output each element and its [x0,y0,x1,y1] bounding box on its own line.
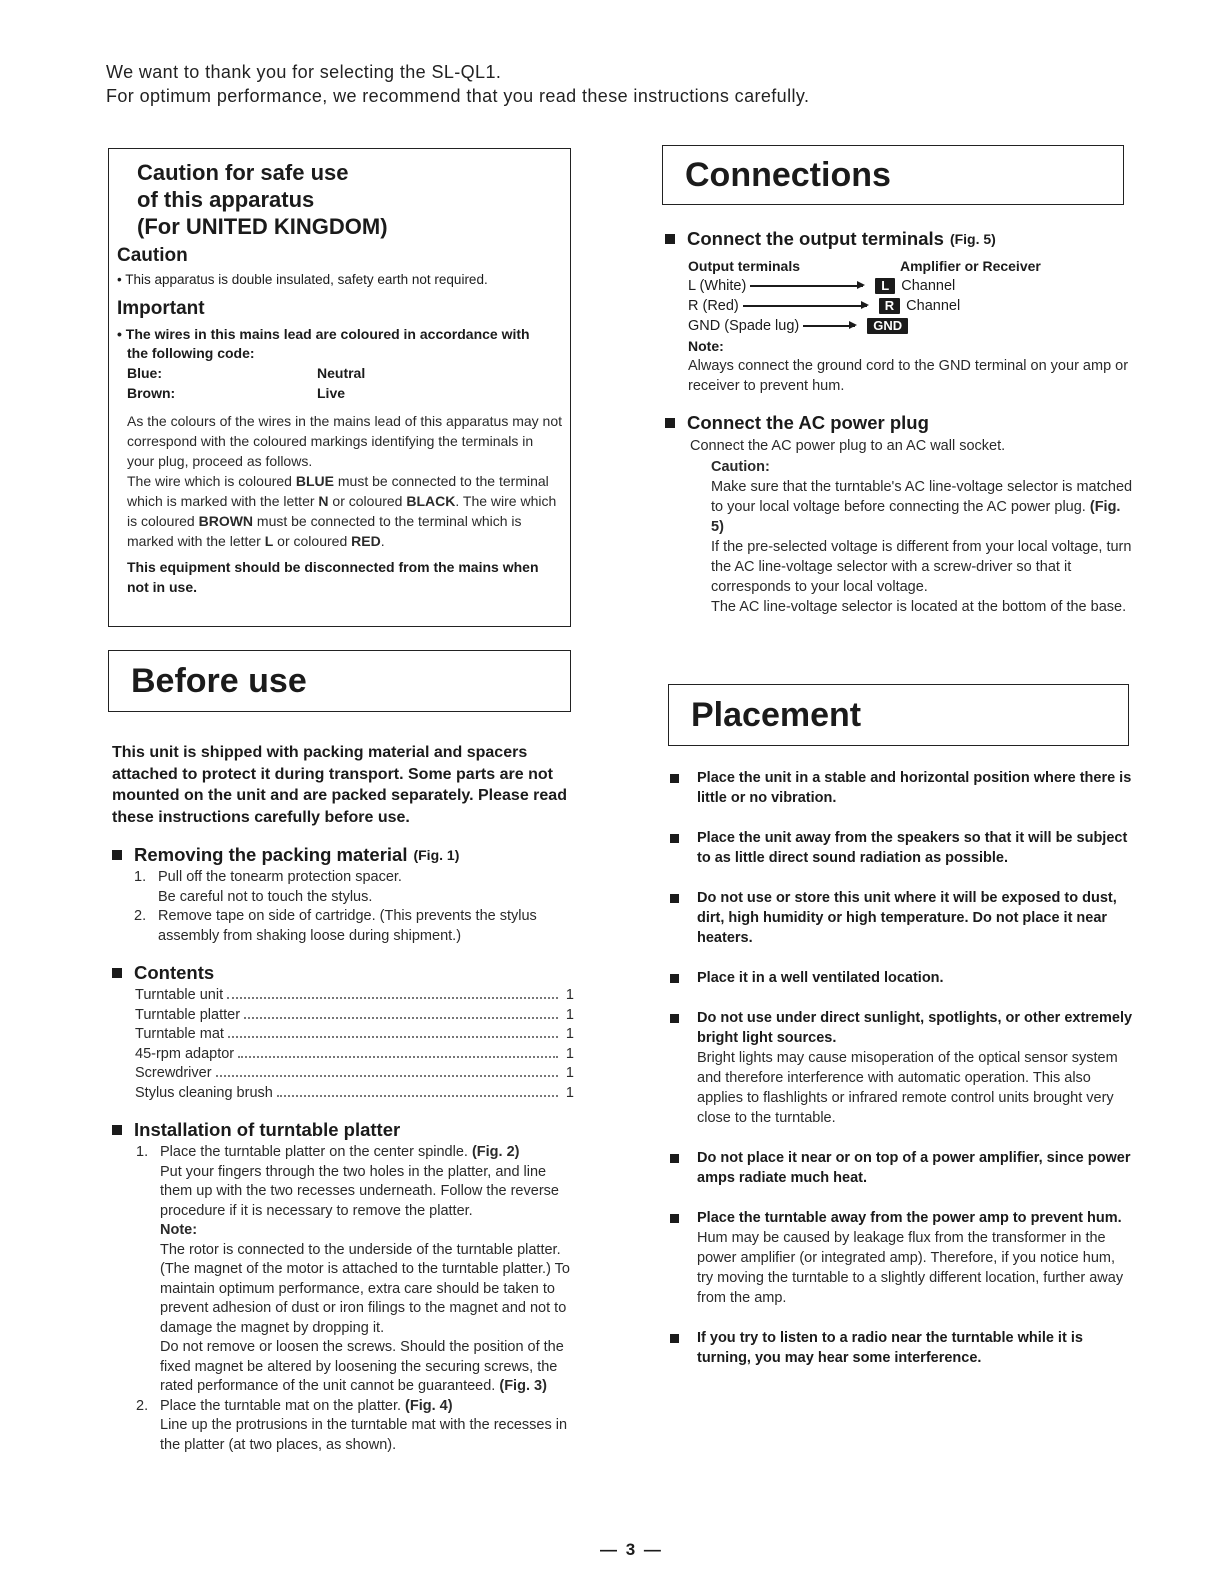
intro-line-2: For optimum performance, we recommend that you read these instructions carefully. [106,86,810,106]
important-text-1: • The wires in this mains lead are coloured in accordance with [117,326,530,342]
ac-caution-heading: Caution: [711,459,770,475]
placement-section [670,768,1135,1388]
contents-heading: Contents [112,960,574,986]
wire-connection-paragraph: The wire which is coloured BLUE must be connected to the terminal which is marked with the letter N or coloured BLACK. The wire which is coloured BROWN must be connected to the terminal which is marked with the letter L or coloured RED. [127,473,557,549]
important-text-2: the following code: [127,345,255,361]
page-number: — 3 — [600,1540,663,1559]
note-text: Always connect the ground cord to the GND terminal on your amp or receiver to prevent hum. [688,358,1129,394]
ac-caution-text-2: If the pre-selected voltage is different from your local voltage, turn the AC line-voltage selector with a screw-driver so that it corresponds to your local voltage. [711,539,1132,595]
bullet-square-icon [112,1125,122,1135]
bullet-square-icon [670,1014,679,1023]
terminal-table-header: Output terminals Amplifier or Receiver [688,258,1041,274]
arrow-icon [750,285,863,287]
ac-plug-text: Connect the AC power plug to an AC wall socket. [690,438,1006,454]
list-item: Do not use or store this unit where it will be exposed to dust, dirt, high humidity or high temperature. Do not place it near heaters. [670,888,1135,948]
bullet-square-icon [670,834,679,843]
caution-title-3: (For UNITED KINGDOM) [137,214,388,239]
installation-steps [136,1143,574,1455]
list-item: If you try to listen to a radio near the turntable while it is turning, you may hear some interference. [670,1328,1135,1368]
list-item: Place the unit in a stable and horizontal position where there is little or no vibration. [670,768,1135,808]
list-item: Place the unit away from the speakers so that it will be subject to as little direct sound radiation as possible. [670,828,1135,868]
intro-line-1: We want to thank you for selecting the SL-QL1. [106,62,502,82]
list-item: Turntable unit 1 [135,987,574,1003]
list-item: Be careful not to touch the stylus. [158,888,373,905]
bullet-square-icon [112,850,122,860]
connections-section [665,226,1135,617]
terminal-table [688,256,1135,396]
list-item: Place it in a well ventilated location. [670,968,1135,988]
placement-heading: Placement [668,684,1129,746]
caution-title-2: of this apparatus [137,187,315,212]
terminal-row-ground: GND (Spade lug) GND [688,316,1135,336]
channel-tag: L [875,278,895,294]
bullet-square-icon [670,894,679,903]
wire-code-brown: Brown: Live [127,385,346,401]
channel-tag: R [879,298,900,314]
caution-text: • This apparatus is double insulated, safety earth not required. [117,272,488,287]
contents-list [135,986,574,1103]
list-item: 2. Remove tape on side of cartridge. (This prevents the stylus assembly from shaking loose during shipment.) [134,908,537,944]
ac-plug-heading: Connect the AC power plug [665,410,1135,436]
list-item: Screwdriver 1 [135,1065,574,1081]
before-use-section [112,742,574,1455]
before-use-lead: This unit is shipped with packing material and spacers attached to protect it during transport. Some parts are not mounted on the unit and are packed separately. Please read these instructions carefully before use. [112,744,567,826]
list-item: Turntable mat 1 [135,1026,574,1042]
installation-heading: Installation of turntable platter [112,1117,574,1143]
arrow-icon [803,325,855,327]
note-heading: Note: [688,338,724,354]
list-item: Place the turntable away from the power amp to prevent hum. Hum may be caused by leakage flux from the transformer in the power amplifier (or integrated amp). Therefore, if you notice hum, try moving the turntable to a slightly different location, further away from the amp. [670,1208,1135,1308]
list-item: Stylus cleaning brush 1 [135,1084,574,1101]
wire-code-blue: Blue: Neutral [127,365,366,381]
bullet-square-icon [670,974,679,983]
arrow-icon [743,305,867,307]
bullet-square-icon [670,1214,679,1223]
list-item: Turntable platter 1 [135,1006,574,1023]
disconnect-warning: This equipment should be disconnected from the mains when not in use. [127,559,539,595]
bullet-square-icon [670,1154,679,1163]
bullet-square-icon [670,774,679,783]
uk-caution-box [108,148,571,627]
list-item: Do not place it near or on top of a power amplifier, since power amps radiate much heat. [670,1148,1135,1188]
list-item: 2. Place the turntable mat on the platter. (Fig. 4) Line up the protrusions in the turntable mat with the recesses in the platter (at two places, as shown). [136,1397,568,1453]
list-item: 1. Place the turntable platter on the center spindle. (Fig. 2) Put your fingers through the two holes in the platter, and line them up with the two recesses underneath. Follow the reverse procedure if it is necessary to remove the platter. Note: The rotor is connected to the underside of the turntable platter. (The magnet of the motor is attached to the turntable platter.) To maintain optimum performance, extra care should be taken to prevent adhesion of dust or iron filings to the magnet and not to damage the magnet by dropping it. Do not remove or loosen the screws. Should the position of the fixed magnet be altered by loosening the securing screws, the rated performance of the unit cannot be guaranteed. (Fig. 3) [136,1144,570,1394]
caution-heading: Caution [117,245,188,266]
removing-steps [134,868,574,946]
terminal-row-left: L (White) L Channel [688,278,956,294]
ground-tag: GND [867,318,908,334]
bullet-square-icon [665,418,675,428]
list-item: 1. Pull off the tonearm protection spacer. [134,869,402,885]
wire-color-paragraph: As the colours of the wires in the mains lead of this apparatus may not correspond with the coloured markings identifying the terminals in your plug, proceed as follows. [127,413,563,469]
bullet-square-icon [112,968,122,978]
important-heading: Important [117,298,205,319]
list-item: Do not use under direct sunlight, spotlights, or other extremely bright light sources. Bright lights may cause misoperation of the optical sensor system and therefore interference with automatic operation. This also applies to flashlights or infrared remote control units brought very close to the turntable. [670,1008,1135,1128]
ac-caution-text-3: The AC line-voltage selector is located at the bottom of the base. [711,599,1127,615]
bullet-square-icon [670,1334,679,1343]
bullet-square-icon [665,234,675,244]
before-use-heading: Before use [108,650,571,712]
connections-heading: Connections [662,145,1124,205]
intro-text [106,60,809,108]
list-item: 45-rpm adaptor 1 [135,1045,574,1062]
output-terminals-heading: Connect the output terminals (Fig. 5) [665,226,1135,252]
ac-caution-text-1: Make sure that the turntable's AC line-voltage selector is matched to your local voltage before connecting the AC power plug. (Fig. 5) [711,479,1133,535]
terminal-row-right: R (Red) R Channel [688,298,961,314]
removing-packing-heading: Removing the packing material (Fig. 1) [112,842,574,868]
caution-title-1: Caution for safe use [137,160,349,185]
